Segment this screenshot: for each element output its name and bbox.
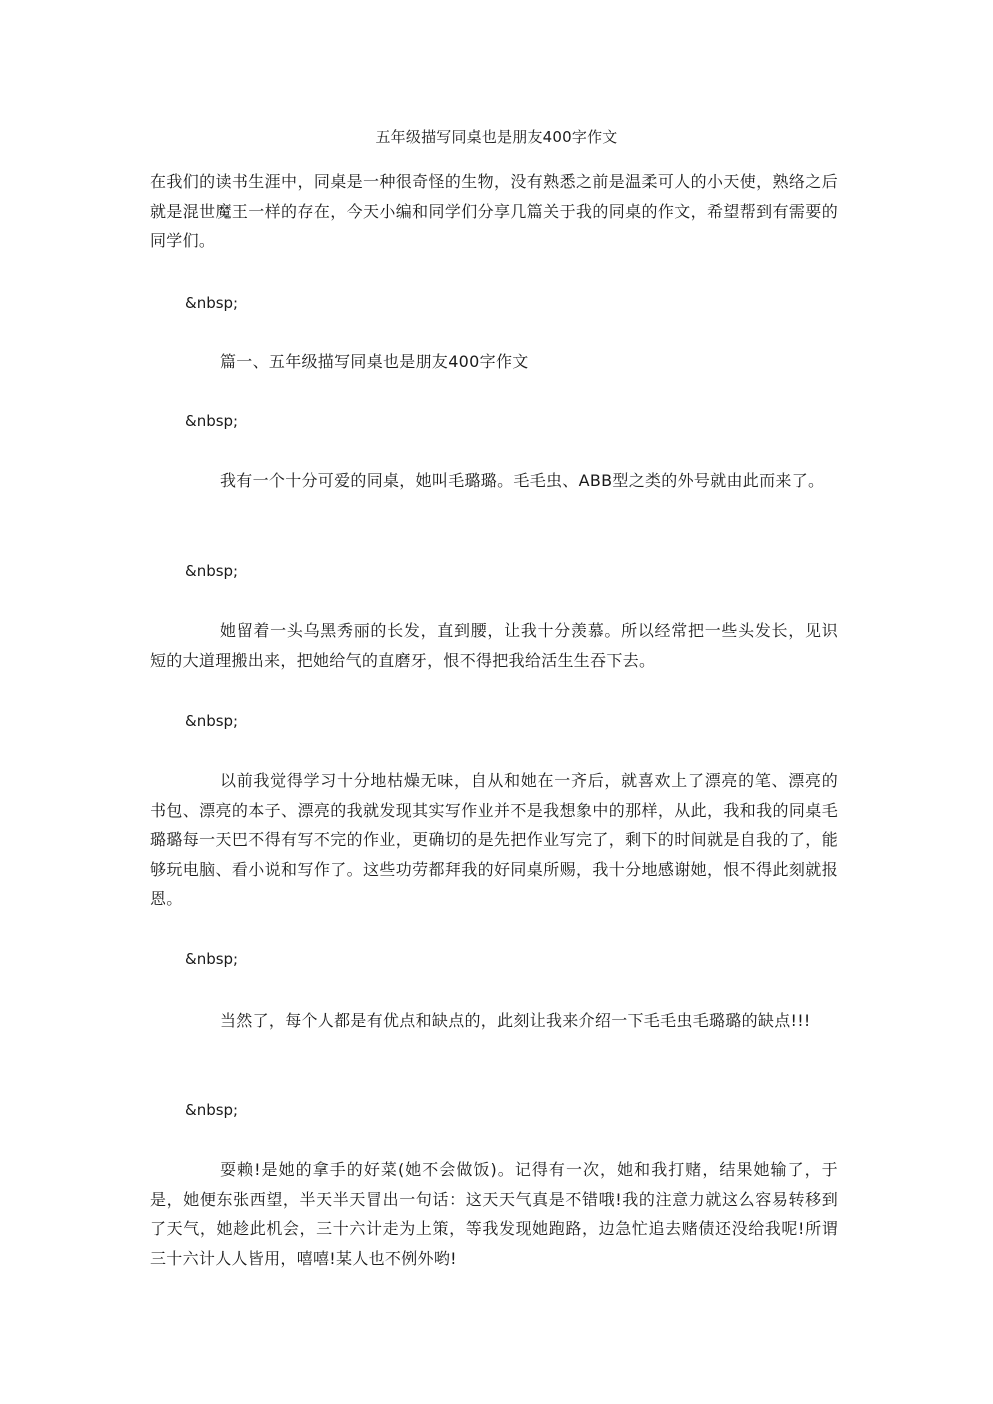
spacer-text: &nbsp; xyxy=(185,294,239,312)
spacer-text: &nbsp; xyxy=(185,1101,239,1119)
section-heading: 篇一、五年级描写同桌也是朋友400字作文 xyxy=(220,352,529,371)
body-paragraph: 耍赖!是她的拿手的好菜(她不会做饭)。记得有一次，她和我打赌，结果她输了，于是，她便东张西望，半天半天冒出一句话：这天天气真是不错哦!我的注意力就这么容易转移到了天气，她趁此机会，三十六计走为上策，等我发现她跑路，边急忙追去赌债还没给我呢!所谓三十六计人人皆用，嘻嘻!某人也不例外哟! xyxy=(150,1160,838,1268)
spacer-text: &nbsp; xyxy=(185,712,239,730)
spacer-text: &nbsp; xyxy=(185,562,239,580)
body-paragraph: 以前我觉得学习十分地枯燥无味，自从和她在一齐后，就喜欢上了漂亮的笔、漂亮的书包、漂亮的本子、漂亮的我就发现其实写作业并不是我想象中的那样，从此，我和我的同桌毛璐璐每一天巴不得有写不完的作业，更确切的是先把作业写完了，剩下的时间就是自我的了，能够玩电脑、看小说和写作了。这些功劳都拜我的好同桌所赐，我十分地感谢她，恨不得此刻就报恩。 xyxy=(150,771,838,908)
body-paragraph: 她留着一头乌黑秀丽的长发，直到腰，让我十分羡慕。所以经常把一些头发长，见识短的大道理搬出来，把她给气的直磨牙，恨不得把我给活生生吞下去。 xyxy=(150,621,838,670)
body-paragraph: 当然了，每个人都是有优点和缺点的，此刻让我来介绍一下毛毛虫毛璐璐的缺点!!! xyxy=(220,1011,811,1030)
spacer-text: &nbsp; xyxy=(185,950,239,968)
document-title: 五年级描写同桌也是朋友400字作文 xyxy=(375,128,618,146)
intro-paragraph: 在我们的读书生涯中，同桌是一种很奇怪的生物，没有熟悉之前是温柔可人的小天使，熟络之后就是混世魔王一样的存在，今天小编和同学们分享几篇关于我的同桌的作文，希望帮到有需要的同学们。 xyxy=(150,172,838,250)
body-paragraph: 我有一个十分可爱的同桌，她叫毛璐璐。毛毛虫、ABB型之类的外号就由此而来了。 xyxy=(220,471,825,490)
spacer-text: &nbsp; xyxy=(185,412,239,430)
